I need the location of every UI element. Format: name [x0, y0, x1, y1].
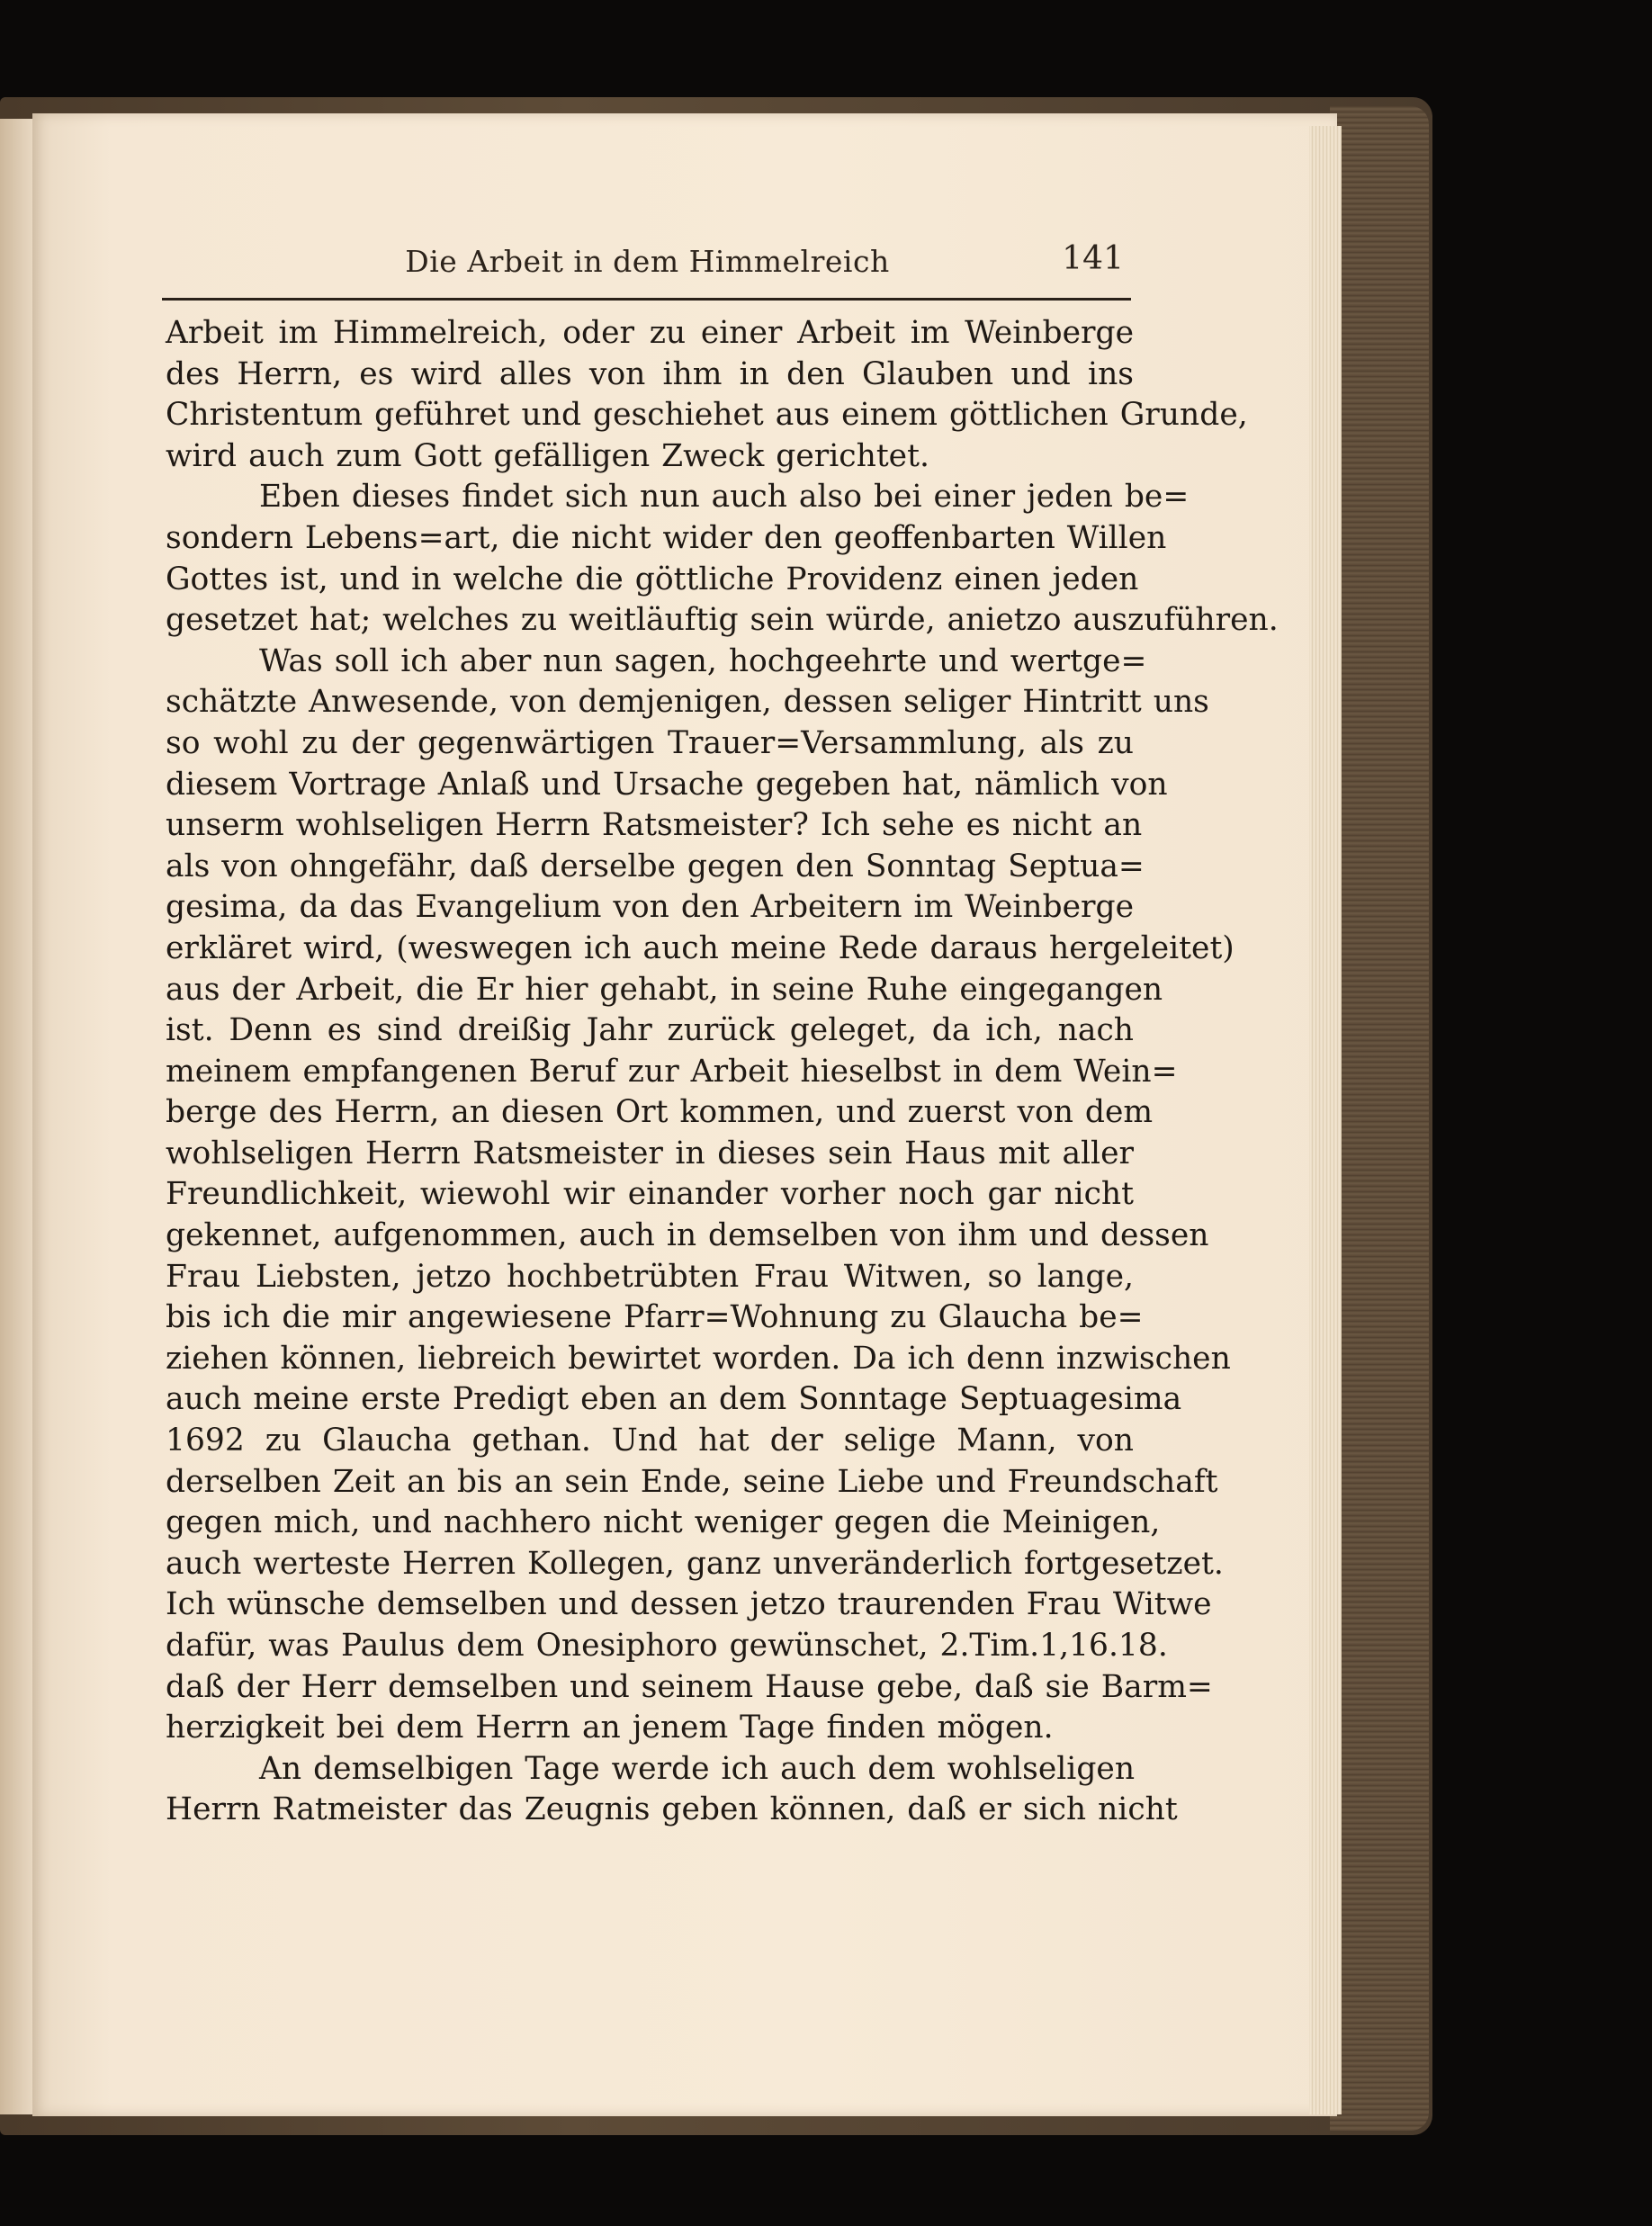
text-line: Frau Liebsten, jetzo hochbetrübten Frau Witwen, so lange, — [166, 1258, 1134, 1295]
text-line: Herrn Ratmeister das Zeugnis geben können, daß er sich nicht — [166, 1791, 1178, 1828]
text-line: An demselbigen Tage werde ich auch dem wohlseligen — [259, 1750, 1136, 1787]
body-text — [166, 313, 1279, 1831]
previous-page-edge — [0, 119, 32, 2114]
text-line: Gottes ist, und in welche die göttliche Providenz einen jeden — [166, 561, 1139, 597]
text-line: erkläret wird, (weswegen ich auch meine Rede daraus hergeleitet) — [166, 929, 1235, 966]
text-line: wohlseligen Herrn Ratsmeister in dieses sein Haus mit aller — [166, 1135, 1134, 1171]
page-header — [164, 237, 1131, 300]
text-line: Was soll ich aber nun sagen, hochgeehrte und wertge= — [259, 642, 1147, 679]
text-line: Freundlichkeit, wiewohl wir einander vorher noch gar nicht — [166, 1176, 1134, 1213]
text-line: Ich wünsche demselben und dessen jetzo traurenden Frau Witwe — [166, 1586, 1212, 1623]
text-line: als von ohngefähr, daß derselbe gegen den Sonntag Septua= — [166, 848, 1145, 884]
text-line: aus der Arbeit, die Er hier gehabt, in seine Ruhe eingegangen — [166, 971, 1163, 1008]
text-line: so wohl zu der gegenwärtigen Trauer=Versammlung, als zu — [166, 724, 1134, 761]
text-line: gesima, da das Evangelium von den Arbeitern im Weinberge — [166, 889, 1134, 926]
text-line: auch meine erste Predigt eben an dem Sonntage Septuagesima — [166, 1381, 1182, 1418]
header-rule — [162, 298, 1131, 301]
text-line: ziehen können, liebreich bewirtet worden. Da ich denn inzwischen — [166, 1340, 1231, 1377]
running-title: Die Arbeit in dem Himmelreich — [405, 244, 890, 279]
text-line: gesetzet hat; welches zu weitläuftig sein würde, anietzo auszuführen. — [166, 602, 1279, 639]
text-line: dafür, was Paulus dem Onesiphoro gewünschet, 2.Tim.1,16.18. — [166, 1628, 1168, 1664]
text-line: sondern Lebens=art, die nicht wider den geoffenbarten Willen — [166, 519, 1167, 556]
text-line: meinem empfangenen Beruf zur Arbeit hieselbst in dem Wein= — [166, 1053, 1178, 1090]
text-line: bis ich die mir angewiesene Pfarr=Wohnung zu Glaucha be= — [166, 1299, 1144, 1336]
text-line: derselben Zeit an bis an sein Ende, seine Liebe und Freundschaft — [166, 1463, 1218, 1500]
text-line: wird auch zum Gott gefälligen Zweck gerichtet. — [166, 437, 929, 474]
text-line: 1692 zu Glaucha gethan. Und hat der selige Mann, von — [166, 1423, 1134, 1459]
text-line: Eben dieses findet sich nun auch also bei einer jeden be= — [259, 479, 1190, 516]
text-line: Arbeit im Himmelreich, oder zu einer Arbeit im Weinberge — [166, 315, 1134, 351]
text-line: berge des Herrn, an diesen Ort kommen, und zuerst von dem — [166, 1094, 1154, 1131]
text-line: diesem Vortrage Anlaß und Ursache gegeben hat, nämlich von — [166, 766, 1168, 803]
text-line: auch werteste Herren Kollegen, ganz unveränderlich fortgesetzet. — [166, 1545, 1224, 1582]
text-line: ist. Denn es sind dreißig Jahr zurück geleget, da ich, nach — [166, 1012, 1134, 1049]
page-number: 141 — [1062, 240, 1124, 277]
text-line: gegen mich, und nachhero nicht weniger gegen die Meinigen, — [166, 1504, 1161, 1541]
text-line: Christentum geführet und geschiehet aus einem göttlichen Grunde, — [166, 397, 1248, 434]
page-stack-edge — [1309, 126, 1342, 2114]
text-line: daß der Herr demselben und seinem Hause gebe, daß sie Barm= — [166, 1668, 1213, 1705]
text-line: des Herrn, es wird alles von ihm in den Glauben und ins — [166, 355, 1134, 392]
text-line: herzigkeit bei dem Herrn an jenem Tage finden mögen. — [166, 1710, 1054, 1746]
text-line: schätzte Anwesende, von demjenigen, dessen seliger Hintritt uns — [166, 684, 1209, 721]
book-cover-spine-edge — [1330, 106, 1429, 2131]
text-line: gekennet, aufgenommen, auch in demselben von ihm und dessen — [166, 1217, 1209, 1254]
text-line: unserm wohlseligen Herrn Ratsmeister? Ich sehe es nicht an — [166, 807, 1143, 844]
